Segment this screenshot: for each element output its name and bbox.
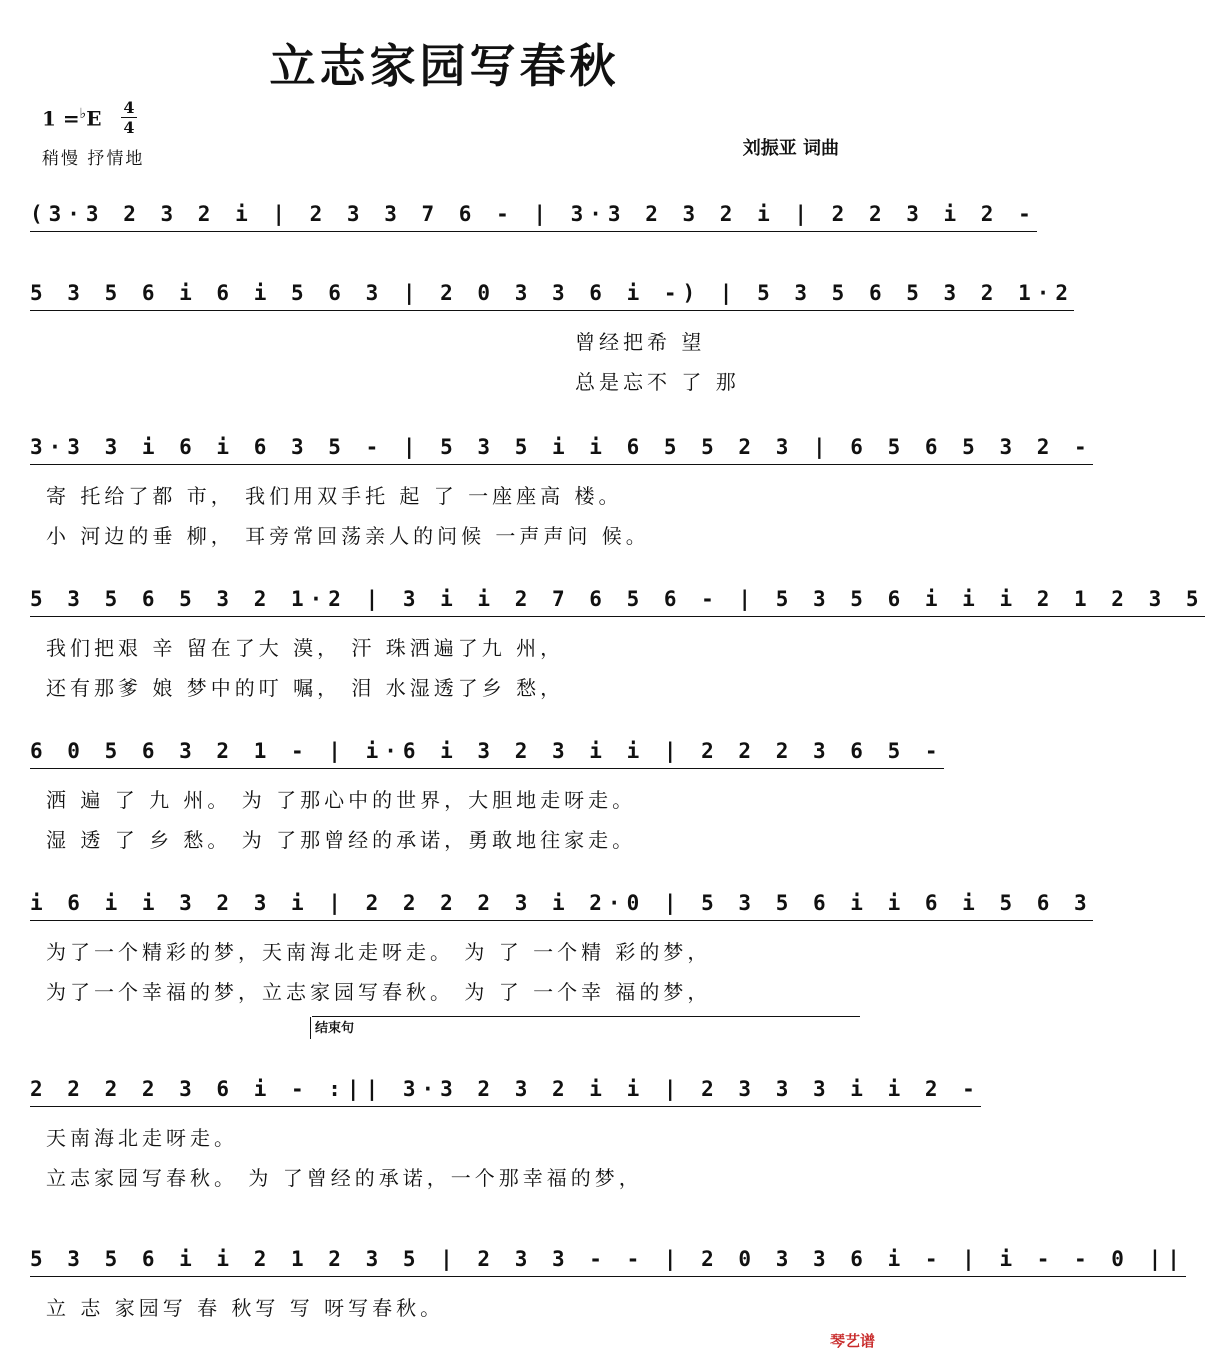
notation-line: 6 0 5 6 3 2 1 - | i·6 i 3 2 3 i i | 2 2 2 3 6 5 - [30,736,944,769]
score-system-3 [30,416,1093,548]
lyrics-verse-1: 曾经把希 望 [575,330,706,354]
score-system-4 [30,568,1205,700]
score-system-2 [30,262,1075,394]
score-system-6 [30,872,1093,1004]
notation-line: 5 3 5 6 i i 2 1 2 3 5 | 2 3 3 - - | 2 0 3 3 6 i - | i - - 0 || [30,1244,1186,1277]
tempo-marking: 稍慢 抒情地 [42,149,145,169]
notation-line: 3·3 3 i 6 i 6 3 5 - | 5 3 5 i i 6 5 5 2 3 | 6 5 6 5 3 2 - [30,432,1093,465]
lyrics-verse-1: 我们把艰 辛 留在了大 漠， 汗 珠洒遍了九 州， [46,636,565,660]
lyrics-verse-2: 小 河边的垂 柳， 耳旁常回荡亲人的问候 一声声问 候。 [46,524,650,548]
lyrics-verse-2: 还有那爹 娘 梦中的叮 嘱， 泪 水湿透了乡 愁， [46,676,565,700]
lyrics-verse-1: 洒 遍 了 九 州。 为 了那心中的世界，大胆地走呀走。 [46,788,637,812]
score-system-8 [30,1228,1186,1348]
score-system-5 [30,720,944,852]
notation-line: 5 3 5 6 5 3 2 1·2 | 3 i i 2 7 6 5 6 - | 5 3 5 6 i i i 2 1 2 3 5 [30,584,1205,617]
song-title: 立志家园写春秋 [269,39,620,93]
notation-line: (3·3 2 3 2 i | 2 3 3 7 6 - | 3·3 2 3 2 i | 2 2 3 i 2 - [30,199,1037,232]
lyrics-verse-1: 立 志 家园写 春 秋写 写 呀写春秋。 [46,1296,445,1320]
notation-line: 5 3 5 6 i 6 i 5 6 3 | 2 0 3 3 6 i -) | 5 3 5 6 5 3 2 1·2 [30,278,1074,311]
coda-bracket [312,1016,860,1035]
lyrics-verse-2: 为了一个幸福的梦，立志家园写春秋。 为 了 一个幸 福的梦， [46,980,712,1004]
site-logo: 琴艺谱 [829,1332,875,1350]
lyrics-verse-2: 立志家园写春秋。 为 了曾经的承诺，一个那幸福的梦， [46,1166,643,1190]
lyrics-verse-2: 湿 透 了 乡 愁。 为 了那曾经的承诺，勇敢地往家走。 [46,828,637,852]
lyrics-verse-1: 天南海北走呀走。 [46,1126,238,1150]
composer-credit: 刘振亚 词曲 [742,138,839,159]
notation-line: i 6 i i 3 2 3 i | 2 2 2 2 3 i 2·0 | 5 3 5 6 i i 6 i 5 6 3 [30,888,1093,921]
time-signature: 4 4 [118,98,140,137]
lyrics-verse-2: 总是忘不 了 那 [575,370,740,394]
notation-line: 2 2 2 2 3 6 i - :|| 3·3 2 3 2 i i | 2 3 3 3 i i 2 - [30,1074,981,1107]
score-system-7 [30,1058,981,1190]
coda-label: 结束句 [310,1017,354,1039]
lyrics-verse-1: 寄 托给了都 市， 我们用双手托 起 了 一座座高 楼。 [46,484,623,508]
key-signature: 1 =♭E [42,106,102,131]
lyrics-verse-1: 为了一个精彩的梦，天南海北走呀走。 为 了 一个精 彩的梦， [46,940,712,964]
